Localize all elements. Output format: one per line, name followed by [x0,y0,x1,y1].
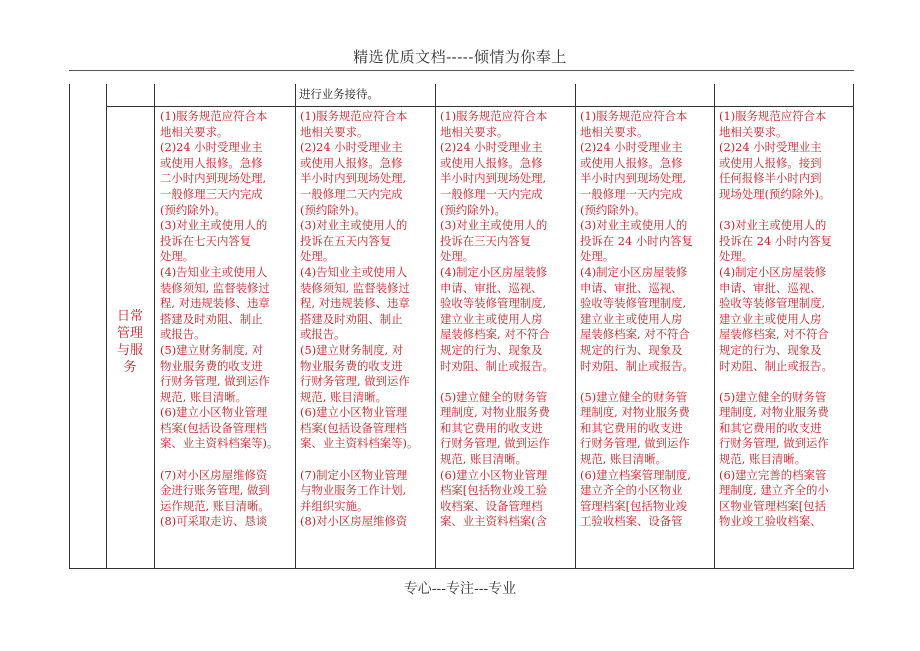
cell-line: 或报告。 [300,327,346,342]
cell-line: 行财务管理, 做到运作 [300,374,410,389]
cell-line: 地相关要求。 [300,124,369,139]
cell-line: 投诉在五天内答复 [300,233,392,248]
column-divider [714,84,715,569]
cell-line: (3)对业主或使用人的 [160,218,268,233]
cell-line: 或使用人报修。急修 [440,155,543,170]
cell-line: 和其它费用的收支进 [440,420,543,435]
cell-line: 程, 对违规装修、违章 [160,296,270,311]
cell-line: 规范, 账目清晰。 [719,452,806,467]
top-row-cell: 进行业务接待。 [299,87,379,101]
cell-line: (5)建立健全的财务管 [440,389,548,404]
page-footer-text: 专心---专注---专业 [403,581,517,597]
cell-line: 金进行账务管理, 做到 [160,483,270,498]
cell-line: 规定的行为、现象及 [719,342,822,357]
cell-line: (3)对业主或使用人的 [300,218,408,233]
cell-line: 投诉在三天内答复 [440,233,532,248]
cell-line: 建立业主或使用人房 [719,311,822,326]
cell-line: 地相关要求。 [440,124,509,139]
cell-line: (4)制定小区房屋装修 [440,264,548,279]
cell-line: 案、业主资料档案(含 [440,514,547,529]
cell-line: (4)制定小区房屋装修 [719,264,827,279]
cell-line: (1)服务规范应符合本 [300,109,408,123]
cell-line: (3)对业主或使用人的 [580,218,688,233]
cell-line: (2)24 小时受理业主 [300,140,403,155]
cell-line: (7)对小区房屋维修资 [160,467,268,482]
cell-line: (1)服务规范应符合本 [160,109,268,123]
cell-line: 物业服务费的收支进 [300,358,403,373]
cell-line: (预约除外)。 [300,202,366,217]
cell-line [719,374,852,390]
cell-line: (8)对小区房屋维修资 [300,514,408,529]
cell-line: 或使用人报修。接到 [719,155,822,170]
cell-line: 并组织实施。 [300,498,369,513]
column-divider [575,84,576,569]
cell-line: 或报告。 [160,327,206,342]
cell-line [580,374,713,390]
cell-line: (预约除外)。 [440,202,506,217]
cell-line: 一般修理三天内完成 [160,186,263,201]
cell-line: 装修须知, 监督装修过 [160,280,270,295]
cell-line: 物业服务费的收支进 [160,358,263,373]
level-column-5 [719,109,852,567]
cell-line: 半小时内到现场处理, [300,171,407,186]
cell-line: 档案(包括设备管理档 [160,420,267,435]
cell-line: 搭建及时劝阻、制止 [300,311,403,326]
table-border-left [69,84,70,569]
cell-line: (1)服务规范应符合本 [580,109,688,123]
cell-line: 处理。 [160,249,195,264]
cell-line: (3)对业主或使用人的 [719,218,827,233]
column-divider [295,84,296,569]
cell-line: (8)可采取走访、恳谈 [160,514,268,529]
cell-line: 现场处理(预约除外)。 [719,186,831,201]
cell-line: 收档案、设备管理档 [440,498,543,513]
cell-line: 搭建及时劝阻、制止 [160,311,263,326]
cell-line: 程, 对违规装修、违章 [300,296,410,311]
cell-line: 或使用人报修。急修 [160,155,263,170]
cell-line: 或使用人报修。急修 [300,155,403,170]
cell-line: 理制度, 对物业服务费 [440,405,550,420]
cell-line: 区物业管理档案[包括 [719,498,826,513]
cell-line: 与物业服务工作计划, [300,483,407,498]
cell-line: 装修须知, 监督装修过 [300,280,410,295]
column-divider [435,84,436,569]
cell-line: (5)建立财务制度, 对 [300,342,404,357]
cell-line: 屋装修档案, 对不符合 [719,327,829,342]
cell-line: 和其它费用的收支进 [719,420,822,435]
cell-line: (6)建立档案管理制度, [580,467,691,482]
cell-line: 物业竣工验收档案、 [719,514,822,529]
cell-line: 验收等装修管理制度, [440,296,547,311]
cell-line: 管理档案[包括物业竣 [580,498,687,513]
cell-line: 建立齐全的小区物业 [580,483,683,498]
row-divider [106,106,854,107]
cell-line: 一般修理一天内完成 [440,186,543,201]
cell-line: 规范, 账目清晰。 [160,389,247,404]
cell-line: 档案(包括设备管理档 [300,420,407,435]
cell-line: 规范, 账目清晰。 [580,452,667,467]
cell-line: 案、业主资料档案等)。 [300,436,419,451]
cell-line: 地相关要求。 [580,124,649,139]
column-divider [154,84,155,569]
cell-line: 和其它费用的收支进 [580,420,683,435]
cell-line: (2)24 小时受理业主 [440,140,543,155]
page-header-title: 精选优质文档-----倾情为你奉上 [353,48,567,66]
cell-line: 投诉在 24 小时内答复 [719,233,832,248]
cell-line: 二小时内到现场处理, [160,171,267,186]
cell-line: 运作规范, 账目清晰。 [160,498,270,513]
cell-line: 屋装修档案, 对不符合 [440,327,550,342]
cell-line: 规范, 账目清晰。 [440,452,527,467]
cell-line: (3)对业主或使用人的 [440,218,548,233]
cell-line: (预约除外)。 [580,202,646,217]
cell-line: 地相关要求。 [719,124,788,139]
level-column-4 [580,109,713,567]
cell-line: (5)建立健全的财务管 [719,389,827,404]
cell-line: (6)建立小区物业管理 [440,467,548,482]
category-label: 日常 管理 与服 务 [116,309,143,375]
table-border-right [853,84,854,569]
cell-line: 屋装修档案, 对不符合 [580,327,690,342]
cell-line: (2)24 小时受理业主 [580,140,683,155]
cell-line: 规定的行为、现象及 [440,342,543,357]
cell-line: (7)制定小区物业管理 [300,467,408,482]
cell-line [440,374,574,390]
cell-line: 建立业主或使用人房 [440,311,543,326]
cell-line: 申请、审批、巡视、 [580,280,683,295]
level-column-2 [300,109,434,567]
cell-line: 投诉在 24 小时内答复 [580,233,693,248]
cell-line: 案、业主资料档案等)。 [160,436,279,451]
cell-line: (2)24 小时受理业主 [719,140,822,155]
cell-line: 理制度, 对物业服务费 [719,405,829,420]
cell-line [300,452,434,468]
cell-line: 理制度, 对物业服务费 [580,405,690,420]
header-rule [69,70,854,71]
cell-line: (4)制定小区房屋装修 [580,264,688,279]
cell-line: 行财务管理, 做到运作 [160,374,270,389]
cell-line: 一般修理二天内完成 [300,186,403,201]
cell-line: (5)建立健全的财务管 [580,389,688,404]
cell-line: 档案[包括物业竣工验 [440,483,547,498]
cell-line: 申请、审批、巡视、 [440,280,543,295]
cell-line: (4)告知业主或使用人 [300,264,408,279]
cell-line: 地相关要求。 [160,124,229,139]
cell-line: 处理。 [440,249,475,264]
cell-line: 或使用人报修。急修 [580,155,683,170]
cell-line: 半小时内到现场处理, [440,171,547,186]
cell-line: 工验收档案、设备管 [580,514,683,529]
cell-line: (4)告知业主或使用人 [160,264,268,279]
cell-line: (2)24 小时受理业主 [160,140,263,155]
cell-line: (5)建立财务制度, 对 [160,342,264,357]
cell-line: 建立业主或使用人房 [580,311,683,326]
cell-line: 规定的行为、现象及 [580,342,683,357]
table-border-bottom [69,568,854,569]
cell-line: 验收等装修管理制度, [580,296,687,311]
cell-line: 一般修理一天内完成 [580,186,683,201]
cell-line: 处理。 [719,249,754,264]
cell-line: 行财务管理, 做到运作 [440,436,550,451]
level-column-3 [440,109,574,567]
cell-line: 任何报修半小时内到 [719,171,822,186]
cell-line: 处理。 [300,249,335,264]
cell-line [160,452,294,468]
cell-line [719,203,852,219]
cell-line: (6)建立小区物业管理 [160,405,268,420]
cell-line: 申请、审批、巡视、 [719,280,822,295]
cell-line: 时劝阻、制止或报告。 [440,358,554,373]
cell-line: 时劝阻、制止或报告。 [580,358,694,373]
cell-line: (6)建立小区物业管理 [300,405,408,420]
cell-line: 规范, 账目清晰。 [300,389,387,404]
cell-line: 处理。 [580,249,615,264]
level-column-1 [160,109,294,567]
cell-line: 投诉在七天内答复 [160,233,252,248]
cell-line: (1)服务规范应符合本 [440,109,548,123]
cell-line: (6)建立完善的档案管 [719,467,827,482]
cell-line: 行财务管理, 做到运作 [580,436,690,451]
cell-line: (预约除外)。 [160,202,226,217]
cell-line: 时劝阻、制止或报告。 [719,358,833,373]
cell-line: 理制度, 建立齐全的小 [719,483,829,498]
cell-line: (1)服务规范应符合本 [719,109,827,123]
cell-line: 半小时内到现场处理, [580,171,687,186]
cell-line: 行财务管理, 做到运作 [719,436,829,451]
standards-table [69,84,854,569]
cell-line: 验收等装修管理制度, [719,296,826,311]
